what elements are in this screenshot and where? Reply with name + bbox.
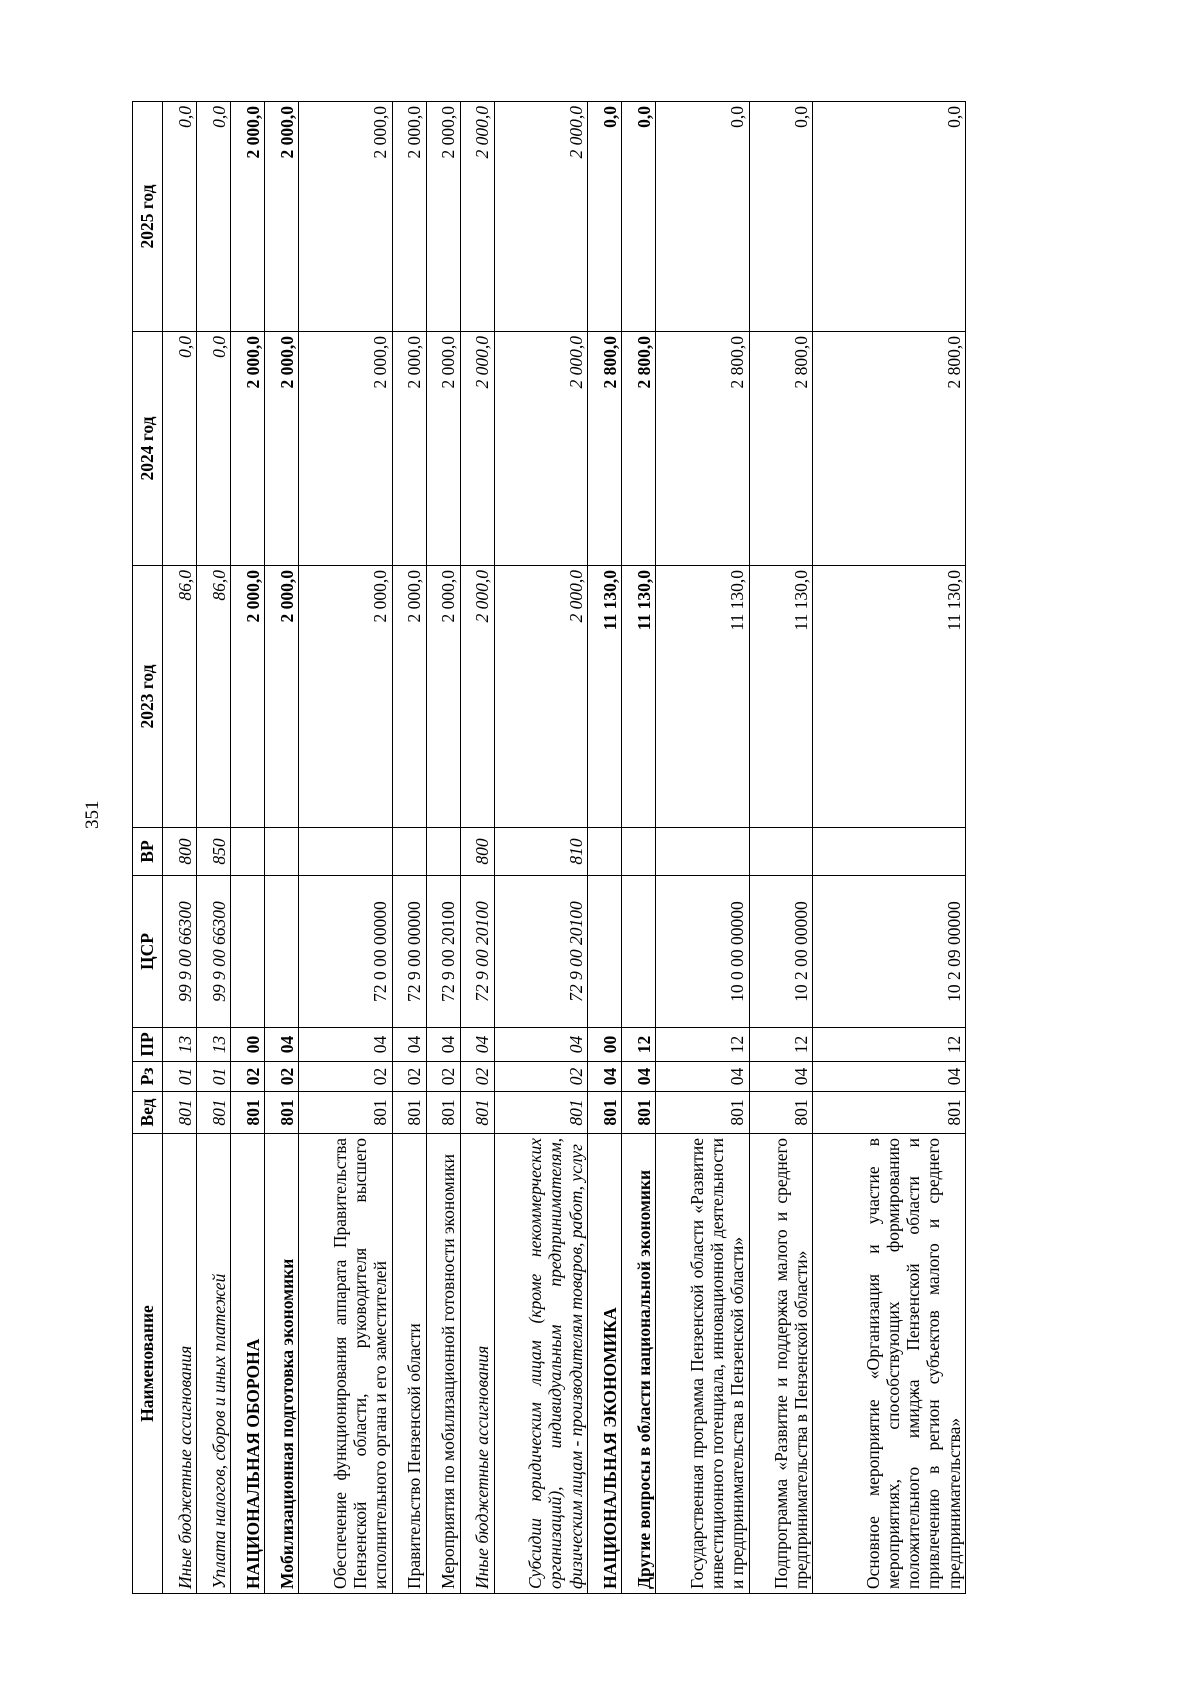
row-rz: 04	[656, 1062, 749, 1092]
row-rz: 02	[299, 1062, 392, 1092]
table-row	[460, 102, 494, 1594]
rotated-table-container	[132, 102, 966, 1594]
table-header-row	[133, 102, 163, 1594]
row-name: Субсидии юридическим лицам (кроме некоммерческих организаций), индивидуальным предпринимателям, физическим лицам - производителям товаров, работ, услуг	[494, 1134, 587, 1594]
row-2023: 2 000,0	[265, 566, 299, 828]
row-2024: 2 000,0	[299, 332, 392, 566]
row-2025: 0,0	[163, 102, 197, 332]
row-rz: 04	[588, 1062, 622, 1092]
row-2025: 0,0	[622, 102, 656, 332]
row-2023: 86,0	[163, 566, 197, 828]
row-pr: 13	[197, 1028, 231, 1062]
row-csr: 10 0 00 00000	[656, 876, 749, 1028]
table-row	[392, 102, 426, 1594]
row-name: НАЦИОНАЛЬНАЯ ОБОРОНА	[231, 1134, 265, 1594]
row-2025: 0,0	[656, 102, 749, 332]
row-2025: 2 000,0	[231, 102, 265, 332]
row-ved: 801	[265, 1092, 299, 1134]
table-row	[163, 102, 197, 1594]
row-vr	[622, 828, 656, 876]
row-rz: 04	[813, 1062, 966, 1092]
header-2024: 2024 год	[133, 332, 163, 566]
page-number: 351	[82, 800, 103, 829]
header-name: Наименование	[133, 1134, 163, 1594]
row-2023: 2 000,0	[426, 566, 460, 828]
row-csr	[231, 876, 265, 1028]
row-2024: 2 000,0	[426, 332, 460, 566]
row-pr: 12	[813, 1028, 966, 1062]
table-row	[299, 102, 392, 1594]
row-2023: 2 000,0	[299, 566, 392, 828]
row-pr: 04	[392, 1028, 426, 1062]
row-vr	[588, 828, 622, 876]
row-csr	[588, 876, 622, 1028]
row-2025: 0,0	[588, 102, 622, 332]
row-vr	[656, 828, 749, 876]
row-rz: 04	[622, 1062, 656, 1092]
row-vr: 800	[163, 828, 197, 876]
row-2024: 2 000,0	[392, 332, 426, 566]
row-2023: 11 130,0	[622, 566, 656, 828]
table-row	[622, 102, 656, 1594]
table-row	[588, 102, 622, 1594]
row-ved: 801	[656, 1092, 749, 1134]
row-name: НАЦИОНАЛЬНАЯ ЭКОНОМИКА	[588, 1134, 622, 1594]
row-vr: 800	[460, 828, 494, 876]
row-ved: 801	[813, 1092, 966, 1134]
row-2024: 2 800,0	[749, 332, 813, 566]
row-2025: 2 000,0	[265, 102, 299, 332]
row-2024: 2 800,0	[622, 332, 656, 566]
row-csr: 72 9 00 20100	[494, 876, 587, 1028]
row-name: Обеспечение функционирования аппарата Правительства Пензенской области, руководителя высшего исполнительного органа и его заместителей	[299, 1134, 392, 1594]
row-vr	[426, 828, 460, 876]
row-vr	[299, 828, 392, 876]
row-ved: 801	[299, 1092, 392, 1134]
row-pr: 12	[656, 1028, 749, 1062]
row-2023: 11 130,0	[749, 566, 813, 828]
table-row	[197, 102, 231, 1594]
row-2023: 2 000,0	[494, 566, 587, 828]
row-2025: 2 000,0	[494, 102, 587, 332]
row-pr: 04	[426, 1028, 460, 1062]
row-2024: 2 000,0	[231, 332, 265, 566]
row-2025: 0,0	[813, 102, 966, 332]
row-csr: 99 9 00 66300	[163, 876, 197, 1028]
row-vr	[749, 828, 813, 876]
row-name: Правительство Пензенской области	[392, 1134, 426, 1594]
row-2024: 2 800,0	[588, 332, 622, 566]
header-ved: Вед	[133, 1092, 163, 1134]
row-pr: 04	[265, 1028, 299, 1062]
row-name: Уплата налогов, сборов и иных платежей	[197, 1134, 231, 1594]
row-rz: 02	[265, 1062, 299, 1092]
row-vr	[813, 828, 966, 876]
header-rz: Рз	[133, 1062, 163, 1092]
row-pr: 12	[622, 1028, 656, 1062]
row-rz: 02	[231, 1062, 265, 1092]
row-rz: 04	[749, 1062, 813, 1092]
row-2023: 2 000,0	[392, 566, 426, 828]
row-2025: 0,0	[749, 102, 813, 332]
row-name: Другие вопросы в области национальной экономики	[622, 1134, 656, 1594]
row-pr: 04	[299, 1028, 392, 1062]
row-2023: 86,0	[197, 566, 231, 828]
row-rz: 01	[197, 1062, 231, 1092]
row-2024: 2 000,0	[265, 332, 299, 566]
row-2024: 0,0	[163, 332, 197, 566]
row-2025: 2 000,0	[299, 102, 392, 332]
table-row	[656, 102, 749, 1594]
row-pr: 00	[231, 1028, 265, 1062]
header-csr: ЦСР	[133, 876, 163, 1028]
header-vr: ВР	[133, 828, 163, 876]
row-csr: 72 9 00 00000	[392, 876, 426, 1028]
row-csr	[622, 876, 656, 1028]
row-pr: 13	[163, 1028, 197, 1062]
row-name: Государственная программа Пензенской области «Развитие инвестиционного потенциала, инновационной деятельности и предпринимательства в Пензенской области»	[656, 1134, 749, 1594]
row-vr	[265, 828, 299, 876]
row-name: Иные бюджетные ассигнования	[163, 1134, 197, 1594]
table-row	[494, 102, 587, 1594]
row-2024: 2 800,0	[813, 332, 966, 566]
row-vr	[231, 828, 265, 876]
row-2025: 2 000,0	[460, 102, 494, 332]
header-2023: 2023 год	[133, 566, 163, 828]
row-ved: 801	[392, 1092, 426, 1134]
row-name: Основное мероприятие «Организация и участие в мероприятиях, способствующих формированию положительного имиджа Пензенской области и привлечению в регион субъектов малого и среднего предпринимательства»	[813, 1134, 966, 1594]
row-2024: 0,0	[197, 332, 231, 566]
row-csr: 10 2 00 00000	[749, 876, 813, 1028]
row-2023: 11 130,0	[656, 566, 749, 828]
row-2023: 2 000,0	[231, 566, 265, 828]
row-pr: 04	[460, 1028, 494, 1062]
row-rz: 02	[392, 1062, 426, 1092]
table-row	[426, 102, 460, 1594]
row-csr: 72 9 00 20100	[460, 876, 494, 1028]
row-2024: 2 000,0	[460, 332, 494, 566]
row-pr: 04	[494, 1028, 587, 1062]
row-ved: 801	[460, 1092, 494, 1134]
row-2024: 2 000,0	[494, 332, 587, 566]
row-2023: 11 130,0	[588, 566, 622, 828]
row-ved: 801	[197, 1092, 231, 1134]
row-ved: 801	[231, 1092, 265, 1134]
row-ved: 801	[749, 1092, 813, 1134]
row-name: Мобилизационная подготовка экономики	[265, 1134, 299, 1594]
row-2023: 11 130,0	[813, 566, 966, 828]
row-vr: 850	[197, 828, 231, 876]
row-name: Мероприятия по мобилизационной готовности экономики	[426, 1134, 460, 1594]
table-row	[265, 102, 299, 1594]
row-csr: 10 2 09 00000	[813, 876, 966, 1028]
row-ved: 801	[426, 1092, 460, 1134]
row-ved: 801	[494, 1092, 587, 1134]
row-2023: 2 000,0	[460, 566, 494, 828]
row-ved: 801	[588, 1092, 622, 1134]
row-pr: 12	[749, 1028, 813, 1062]
table-row	[231, 102, 265, 1594]
row-vr: 810	[494, 828, 587, 876]
row-csr: 72 0 00 00000	[299, 876, 392, 1028]
row-csr: 99 9 00 66300	[197, 876, 231, 1028]
row-ved: 801	[622, 1092, 656, 1134]
row-2025: 0,0	[197, 102, 231, 332]
row-2024: 2 800,0	[656, 332, 749, 566]
row-name: Подпрограмма «Развитие и поддержка малого и среднего предпринимательства в Пензенской области»	[749, 1134, 813, 1594]
row-rz: 02	[426, 1062, 460, 1092]
row-rz: 02	[494, 1062, 587, 1092]
row-vr	[392, 828, 426, 876]
row-2025: 2 000,0	[392, 102, 426, 332]
table-row	[749, 102, 813, 1594]
row-pr: 00	[588, 1028, 622, 1062]
row-rz: 01	[163, 1062, 197, 1092]
row-name: Иные бюджетные ассигнования	[460, 1134, 494, 1594]
table-row	[813, 102, 966, 1594]
row-csr: 72 9 00 20100	[426, 876, 460, 1028]
row-2025: 2 000,0	[426, 102, 460, 332]
header-pr: ПР	[133, 1028, 163, 1062]
row-ved: 801	[163, 1092, 197, 1134]
table-body	[163, 102, 966, 1594]
row-csr	[265, 876, 299, 1028]
budget-table	[132, 101, 966, 1594]
row-rz: 02	[460, 1062, 494, 1092]
header-2025: 2025 год	[133, 102, 163, 332]
